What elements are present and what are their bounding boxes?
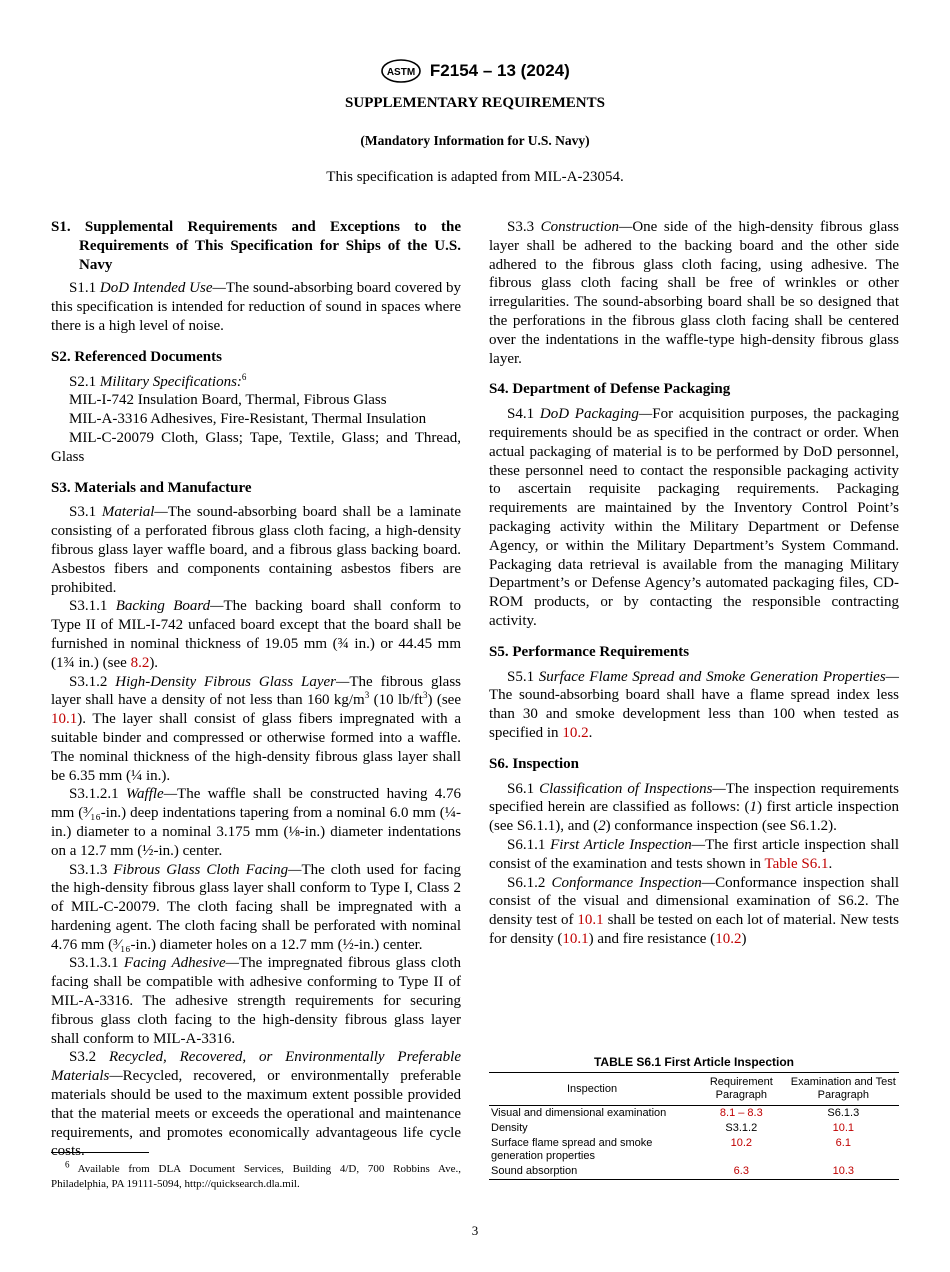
astm-logo-icon bbox=[380, 58, 422, 84]
document-id: F2154 – 13 (2024) bbox=[429, 60, 570, 80]
paragraph-s3-1-2: S3.1.2 High-Density Fibrous Glass Layer—The fibrous glass layer shall have a density of not less than 160 $kg/m^3$ (10 $lb/ft^3$) (see 10.1). The layer shall consist of glass fibers impregnated with a suitable binder and compressed or otherwise formed into a waffle. The nominal thickness of the high-density fibrous glass layer shall be 6.35 mm (¼ in.). bbox=[51, 673, 461, 784]
paragraph-s3-2: S3.2 Recycled, Recovered, or Environmentally Preferable Materials—Recycled, recovered, or environmentally preferable materials should be used to the maximum extent possible provided that the material meets or exceeds the operational and maintenance requirements, and promotes economically advantageous life cycle costs. bbox=[51, 1049, 461, 1160]
paragraph-s5-1: S5.1 Surface Flame Spread and Smoke Generation Properties—The sound-absorbing board shall have a flame spread index less than 30 and smoke development less than 100 when tested as specified in 10.2. bbox=[489, 668, 900, 741]
table-header-row bbox=[489, 1073, 899, 1106]
left-column bbox=[51, 218, 461, 1161]
section-s1-heading: S1. Supplemental Requirements and Exceptions to the Requirements of This Specification for Ships of the U.S. Navy bbox=[51, 219, 461, 273]
footnote-divider bbox=[51, 1152, 149, 1153]
paragraph-s6-1-1: S6.1.1 First Article Inspection—The first article inspection shall consist of the examination and tests shown in Table S6.1. bbox=[489, 836, 899, 872]
table-cell-link[interactable]: 6.1 bbox=[835, 1137, 851, 1149]
table-cell: Sound absorption bbox=[491, 1165, 578, 1177]
page-title: SUPPLEMENTARY REQUIREMENTS bbox=[345, 95, 605, 111]
paragraph-s6-1-2: S6.1.2 Conformance Inspection—Conformance inspection shall consist of the visual and dimensional examination of S6.2. The density test of 10.1 shall be tested on each lot of material. New tests for density (10.1) and fire resistance (10.2) bbox=[489, 874, 900, 947]
paragraph-s1-1: S1.1 DoD Intended Use—The sound-absorbing board covered by this specification is intended for reduction of sound in spaces where there is a high level of noise. bbox=[51, 280, 462, 334]
section-s6-heading: S6. Inspection bbox=[489, 755, 580, 772]
table-cell-link[interactable]: 8.1 – 8.3 bbox=[719, 1107, 763, 1119]
reference-item: MIL-C-20079 Cloth, Glass; Tape, Textile, Glass; and Thread, Glass bbox=[51, 429, 461, 465]
reference-item: MIL-I-742 Insulation Board, Thermal, Fibrous Glass bbox=[69, 392, 387, 409]
section-s5-heading: S5. Performance Requirements bbox=[489, 643, 690, 660]
table-cell-link[interactable]: 10.2 bbox=[730, 1137, 753, 1149]
table-row bbox=[489, 1164, 899, 1180]
adapted-note: This specification is adapted from MIL-A-23054. bbox=[326, 169, 624, 185]
table-cell: Visual and dimensional examination bbox=[491, 1107, 667, 1119]
section-s3-heading: S3. Materials and Manufacture bbox=[51, 479, 252, 496]
logo-text: ASTM bbox=[387, 67, 416, 78]
table-s6-1 bbox=[489, 1072, 899, 1180]
table-cell: S6.1.3 bbox=[827, 1107, 860, 1119]
link-10-2[interactable]: 10.2 bbox=[715, 930, 742, 947]
table-cell-link[interactable]: 6.3 bbox=[733, 1165, 749, 1177]
paragraph-s2-1: S2.1 Military Specifications:$^6$ bbox=[69, 371, 247, 390]
paragraph-s3-1-1: S3.1.1 Backing Board—The backing board shall conform to Type II of MIL-I-742 unfaced board except that the board shall be furnished in nominal thickness of 19.05 mm (¾ in.) or 44.45 mm (1¾ in.) (see 8.2). bbox=[51, 598, 461, 671]
paragraph-s3-3: S3.3 Construction—One side of the high-density fibrous glass layer shall be adhered to the backing board and the other side adhered to the fibrous glass cloth facing, using adhesive. The fibrous glass cloth facing shall be free of wrinkles or other irregularities. The sound-absorbing board shall be so designed that the perforations in the fibrous glass cloth facing shall be centered over the indentations in the waffle-type high-density fibrous glass layer. bbox=[489, 219, 900, 367]
paragraph-s3-1-2-1: S3.1.2.1 Waffle—The waffle shall be constructed having 4.76 mm (³⁄₁₆-in.) deep indentations tapering from a nominal 6.0 mm (¼-in.) diameter to a nominal 3.175 mm (⅛-in.) diameter indentations on a 12.7 mm (½-in.) center. bbox=[51, 786, 462, 859]
reference-item: MIL-A-3316 Adhesives, Fire-Resistant, Thermal Insulation bbox=[69, 411, 427, 428]
link-10-1[interactable]: 10.1 bbox=[562, 930, 589, 947]
table-cell-link[interactable]: 10.3 bbox=[832, 1165, 854, 1177]
table-header: Requirement Paragraph bbox=[709, 1076, 773, 1101]
table-header: Inspection bbox=[566, 1082, 618, 1095]
table-cell: S3.1.2 bbox=[725, 1122, 758, 1134]
link-10-2[interactable]: 10.2 bbox=[562, 724, 589, 741]
section-s4-heading: S4. Department of Defense Packaging bbox=[489, 381, 731, 398]
table-row bbox=[489, 1106, 899, 1122]
paragraph-s3-1-3-1: S3.1.3.1 Facing Adhesive—The impregnated fibrous glass cloth facing shall be compatible with adhesive conforming to Type II of MIL-A-3316. The adhesive strength requirements for securing fibrous glass cloth facing to the high-density fibrous glass layer shall conform to MIL-A-3316. bbox=[51, 955, 461, 1047]
table-cell: Density bbox=[491, 1122, 528, 1134]
table-header: Examination and Test Paragraph bbox=[790, 1076, 896, 1101]
right-column bbox=[489, 218, 899, 949]
link-10-1[interactable]: 10.1 bbox=[51, 711, 78, 728]
table-cell: Surface flame spread and smoke generation properties bbox=[491, 1137, 653, 1162]
page-number: 3 bbox=[471, 1223, 479, 1238]
paragraph-s3-1: S3.1 Material—The sound-absorbing board shall be a laminate consisting of a perforated fibrous glass cloth facing, a high-density fibrous glass layer waffle board, and a fibrous glass backing board. Asbestos fibers and components containing asbestos fibers are prohibited. bbox=[51, 504, 461, 596]
footnote: $^6$ Available from DLA Document Services, Building 4/D, 700 Robbins Ave., Philadelphia, PA 19111-5094, http://quicksearch.dla.mil. bbox=[51, 1159, 461, 1190]
section-s2-heading: S2. Referenced Documents bbox=[51, 348, 222, 365]
paragraph-s3-1-3: S3.1.3 Fibrous Glass Cloth Facing—The cloth used for facing the high-density fibrous glass layer shall conform to Type I, Class 2 of MIL-C-20079. The cloth facing shall be impregnated with a hardening agent. The cloth facing shall be perforated with nominal 4.76 mm (³⁄₁₆-in.) diameter holes on a 12.7 mm (½-in.) center. bbox=[51, 861, 462, 953]
paragraph-s4-1: S4.1 DoD Packaging—For acquisition purposes, the packaging requirements should be as specified in the contract or order. When actual packaging of material is to be performed by DoD personnel, these personnel need to contact the responsible packaging activity to ascertain requisite packaging requirements. Packaging requirements are maintained by the Inventory Control Point’s packaging activity within the Military Department or Defense Agency, or within the Military Department’s System Command. Packaging data retrieval is available from the managing Military Department’s or Defense Agency’s automated packaging files, CD-ROM products, or by contacting the responsible contracting activity. bbox=[489, 406, 899, 629]
link-8-2[interactable]: 8.2 bbox=[130, 654, 150, 671]
paragraph-s6-1: S6.1 Classification of Inspections—The inspection requirements specified herein are classified as follows: (1) first article inspection (see S6.1.1), and (2) conformance inspection (see S6.1.2). bbox=[489, 780, 900, 835]
link-table-s6-1[interactable]: Table S6.1 bbox=[764, 855, 829, 872]
table-cell-link[interactable]: 10.1 bbox=[832, 1122, 854, 1134]
table-row bbox=[489, 1136, 899, 1164]
table-title: TABLE S6.1 First Article Inspection bbox=[593, 1055, 795, 1069]
page-subtitle: (Mandatory Information for U.S. Navy) bbox=[360, 133, 590, 148]
table-row bbox=[489, 1121, 899, 1136]
document-header bbox=[0, 58, 950, 84]
link-10-1[interactable]: 10.1 bbox=[577, 912, 604, 929]
